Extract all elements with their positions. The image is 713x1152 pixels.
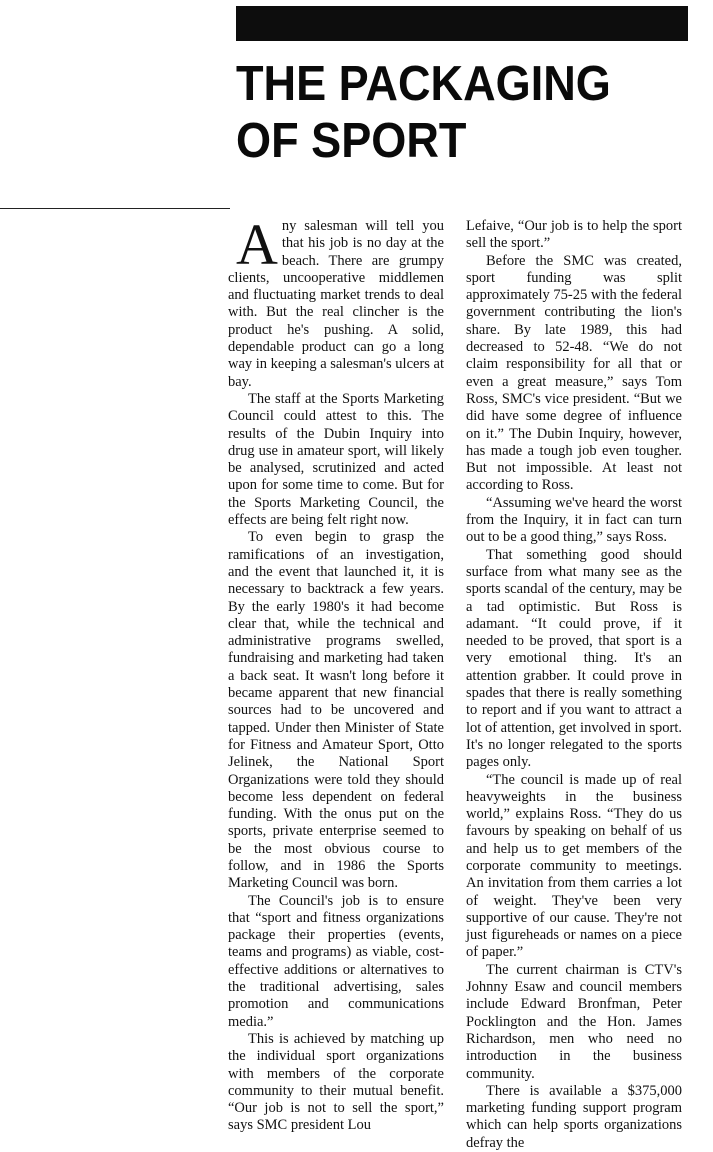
article-paragraph: The Council's job is to ensure that “sport and fitness organizations package their properties (events, teams and programs) as viable, cost-effective additions or alternatives to the traditional advertising, sales promotion and communications media.”: [228, 892, 444, 1030]
article-paragraph: Before the SMC was created, sport funding was split approximately 75-25 with the federal government contributing the lion's share. By late 1989, this had decreased to 52-48. “We do not claim responsibility for all that or even a great measure,” says Tom Ross, SMC's vice president. “But we did have some degree of influence on it.” The Dubin Inquiry, however, has made a tough job even tougher. But not impossible. At least not according to Ross.: [466, 252, 682, 494]
article-headline: THE PACKAGING OF SPORT: [236, 57, 611, 168]
article-column-right: [466, 218, 682, 1152]
paragraph-text: ny salesman will tell you that his job is no day at the beach. There are grumpy clients, uncooperative middlemen and fluctuating market trends to deal with. But the real clincher is the product he's pushing. A solid, dependable product can go a long way in keeping a salesman's ulcers at bay.: [228, 218, 445, 390]
article-paragraph: The staff at the Sports Marketing Council could attest to this. The results of the Dubin Inquiry into drug use in amateur sport, will likely be analysed, scrutinized and acted upon for some time to come. But for the Sports Marketing Council, the effects are being felt right now.: [228, 390, 444, 529]
article-paragraph: There is available a $375,000 marketing funding support program which can help sports organizations defray the: [466, 1082, 682, 1151]
article-paragraph: To even begin to grasp the ramifications of an investigation, and the event that launched it, it is necessary to backtrack a few years. By the early 1980's it had become clear that, while the technical and administrative programs swelled, fundraising and marketing had taken a back seat. It wasn't long before it became apparent that new financial sources had to be uncovered and tapped. Under then Minister of State for Fitness and Amateur Sport, Otto Jelinek, the National Sport Organizations were told they should become less dependent on federal funding. With the onus put on the sports, private enterprise seemed to be the most obvious course to follow, and in 1986 the Sports Marketing Council was born.: [228, 529, 444, 892]
article-paragraph: [228, 212, 445, 391]
article-paragraph: Lefaive, “Our job is to help the sport sell the sport.”: [466, 218, 682, 252]
left-rule-divider: [0, 208, 230, 209]
article-paragraph: “The council is made up of real heavyweights in the business world,” explains Ross. “They do us favours by speaking on behalf of us and help us to get members of the corporate community to meetings. An invitation from them carries a lot of weight. They've been very supportive of our cause. They're not just figureheads or names on a piece of paper.”: [466, 771, 682, 961]
article-paragraph: That something good should surface from what many see as the sports scandal of the century, may be a tad optimistic. But Ross is adamant. “It could prove, if it needed to be proved, that sport is a very emotional thing. It's an attention grabber. It could prove in spades that there is really something to report and if you want to attract a lot of attention, get involved in sport. It's no longer relegated to the sports pages only.: [466, 546, 682, 771]
article-column-left: [228, 212, 445, 1135]
article-paragraph: “Assuming we've heard the worst from the Inquiry, it in fact can turn out to be a good thing,” says Ross.: [466, 494, 682, 546]
article-paragraph: The current chairman is CTV's Johnny Esaw and council members include Edward Bronfman, Peter Pocklington and the Hon. James Richardson, men who need no introduction in the business community.: [466, 961, 682, 1082]
drop-cap: A: [236, 212, 278, 277]
article-paragraph: This is achieved by matching up the individual sport organizations with members of the corporate community to their mutual benefit. “Our job is not to sell the sport,” says SMC president Lou: [228, 1030, 444, 1134]
header-black-bar: [236, 6, 688, 41]
